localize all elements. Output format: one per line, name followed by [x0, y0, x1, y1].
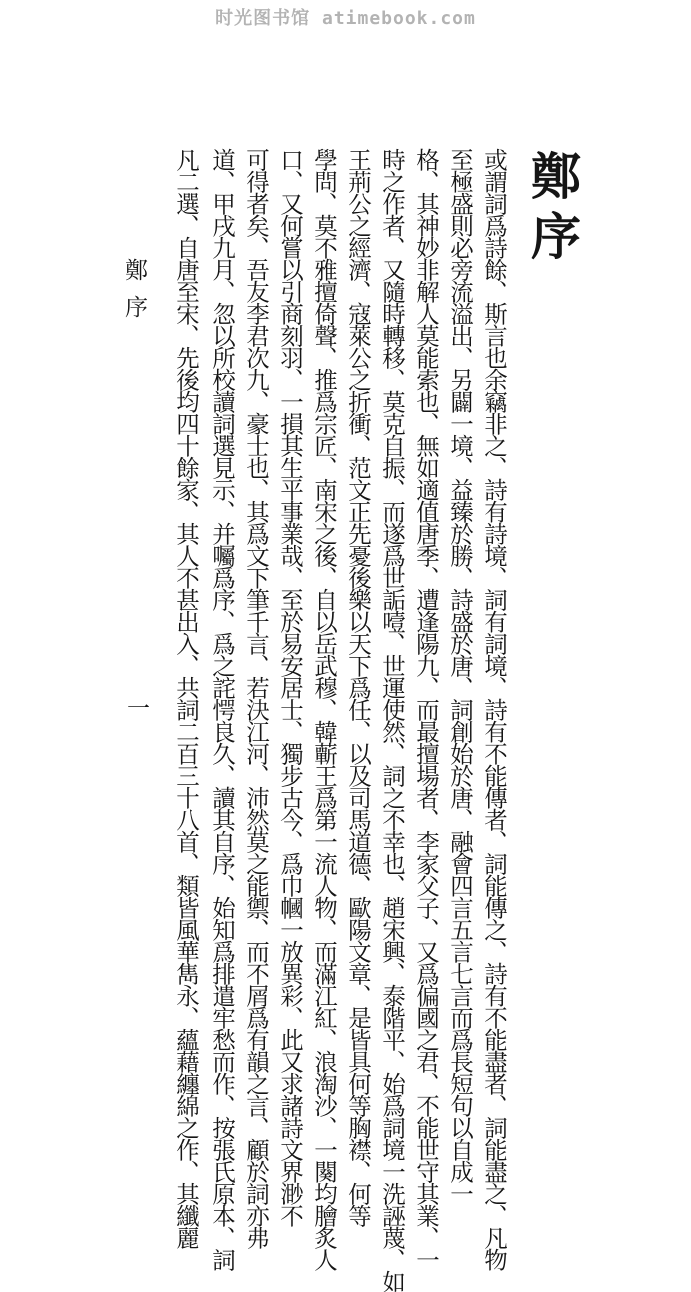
text-column: 學問、莫不雅擅倚聲、推爲宗匠、南宋之後、自以岳武穆、韓蘄王爲第一流人物、而滿江紅、浪淘沙、一闋均膾炙人	[310, 148, 338, 1270]
text-column: 王荊公之經濟、寇萊公之折衝、范文正先憂後樂以天下爲任、以及司馬道德、歐陽文章、是皆具何等胸襟、何等	[344, 148, 372, 1226]
text-column: 至極盛則必旁流溢出、另闢一境、益臻於勝、詩盛於唐、詞創始於唐、融會四言五言七言而爲長短句以自成一	[446, 148, 474, 1204]
page-number: 一	[123, 696, 149, 719]
text-column: 格、其神妙非解人莫能索也、無如適值唐季、遭逢陽九、而最擅場者、李家父子、又爲偏國之君、不能世守其業、一	[412, 148, 440, 1270]
text-column: 可得者矣、吾友李君次九、豪士也、其爲文下筆千言、若決江河、沛然莫之能禦、而不屑爲有韻之言、顧於詞亦弗	[242, 148, 270, 1248]
running-head: 鄭序	[121, 258, 147, 332]
text-column: 口、又何嘗以引商刻羽、一損其生平事業哉、至於易安居士、獨步古今、爲巾幗一放異彩、此又求諸詩文界渺不	[276, 148, 304, 1226]
watermark: 时光图书馆 atimebook.com	[215, 8, 476, 29]
text-column: 凡二選、自唐至宋、先後均四十餘家、其人不甚出入、共詞二百三十八首、類皆風華雋永、蘊藉纏綿之作、其纖麗	[172, 148, 200, 1248]
page-title: 鄭序	[523, 150, 582, 270]
text-column: 或謂詞爲詩餘、斯言也余竊非之、詩有詩境、詞有詞境、詩有不能傳者、詞能傳之、詩有不能盡者、詞能盡之、凡物	[480, 148, 508, 1270]
text-column: 道、甲戌九月、忽以所校讀詞選見示、并囑爲序、爲之詫愕良久、讀其自序、始知爲排遣牢愁而作、按張氏原本、詞	[208, 148, 236, 1270]
text-column: 時之作者、又隨時轉移、莫克自振、而遂爲世詬噎、世運使然、詞之不幸也、趙宋興、泰階平、始爲詞境一洗誣蔑、如	[378, 148, 406, 1292]
